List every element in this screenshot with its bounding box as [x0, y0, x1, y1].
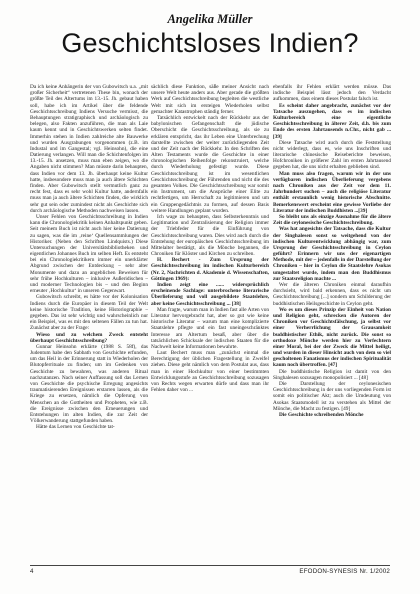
- paragraph: Gubowitsch schreibt, es hätte vor der Kolonisation Indiens durch die Europäer in diesem Teil der Welt keine historische Tradition, keine Historiographie – gegeben. Das ist sehr wichtig und wahrscheinlich nur ein Beispiel, was es mit den seltenen Fällen zu tun hat. Zunächst aber zu der Frage:: [30, 294, 148, 332]
- text-column-1: [30, 84, 148, 567]
- paragraph: Wer die älteren Chroniken einmal daraufhin durchsieht, wird bald erkennen, dass es nicht um Geschichtsschreibung [...] sondern um Schilderung der buddhistischen Heilsgeschichte in Ceylon geht.: [273, 282, 391, 307]
- paragraph: So bleibt uns als einzige Ausnahme für die ältere Zeit die ceylonesische Geschichtsschreibung.: [273, 213, 391, 227]
- article-title: Geschichtsloses Indien?: [61, 28, 359, 58]
- paragraph: Tatsächlich entwickelt nach der Rückkehr aus der babylonischen Gefangenschaft die jüdische Oberschicht die Geschichtsschreibung, als sie zu erklären entspricht, das ihr Leben eine Unterbrechung darstellte zwischen der weiter zurückliegenden Zeit und der Zeit nach der Rückkehr. In den Schriften des Alten Testaments wurde die Geschichte in einer chronologischen Reihenfolge rekonstruiert, welche durch Wiederholung gefestigt wurde. Diese Geschichtsschreibung ist im wesentlichen Geschichtsschreibung der Führenden und nicht die des gesamten Volkes. Die Geschichtsschreibung war somit ein Instrument, um die Ansprüche einer Elite zu rechtfertigen, um Herrschaft zu legitimieren und um ein Gruppengedächtnis zu formen, auf dessen Basis weitere Handlungen geplant wurden.: [151, 114, 269, 214]
- paragraph: Die Geschichte schreibenden Mönche: [279, 411, 364, 418]
- paragraph: Wo es um dieses Prinzip der Einheit von Nation und Religion geht, schrecken die Autoren der Chroniken vor Geschichtsfälschung, ja selbst vor einer Verherrlichung der Grausamkeit buddhistischer Ethik, nicht zurück. Die sonst so orthodoxe Mönche werden hier zu Verfechtern einer Moral, bei der der Zweck die Mittel heiligt, und wurden in dieser Hinsicht auch von dem so viel gescholtenen Fanatismus der indischen Spiritualität kaum noch übertroffen. [47]: [273, 306, 391, 369]
- paragraph: Die buddhistische Religion ist damit von den Singhalesen sozusagen monopolisiert ... [48]: [273, 368, 391, 381]
- paragraph: Hätte das Lernen von Geschichte tat-: [36, 424, 115, 431]
- footer-rule: [30, 565, 390, 566]
- paragraph: sächlich diese Funktion, säße meiner Ansicht nach unsere Welt heute anders aus. Aber gerade die größten Werk auf Geschichtsschreibung begleiten die westliche Welt mit sich im ersteigen Wiederholen selbst gemachter Katastrophen ständig ferner.: [151, 84, 269, 115]
- paragraph: Man fragte, warum man in Indien fast alle Arten von Literatur hervorgebracht hat, aber so gut wie keine historische Literatur – warum man eine komplizierte Staatslehre pflegte und ein fast uneingeschränktes Interesse am Altertum besaß, aber über die tatsächlichen Schicksale der indischen Staaten für die Nachwelt keine Informationen bewahrte.: [151, 306, 269, 350]
- page-number: 4: [30, 568, 34, 575]
- article-author: Angelika Müller: [167, 12, 253, 26]
- paragraph: H. Bechert - Zum Ursprung der Geschichtsschreibung im indischen Kulturbereich (Nr. 2, Nachrichten d. Akademie d. Wissenschaften, Göttingen 1969):: [151, 257, 269, 282]
- paragraph: Gunnar Heinsohn erklärte (1988 S. 58f), das Judentum habe den Sabbath von Geschichte erfunden, um das Heil in der Erinnerung statt in Wiederholen der Blutopferrituale zu finden; um im Gedenken von Geschichte zu bewahren, was anderen Ritual nachzutanzen. Nach seiner Auffassung soll das Lernen von Geschichte die psychische Erregung angesichts traumatisierenden Ereignissen erstarren lassen, als die Kriege zu ersetzen, nämlich die Opferung von Menschen an die Gottheiten und Propheten, wie z.B. die Ereignisse zwischen den Erneuerungen und Entstehungen im alten Indien, die zur Zeit der Völkerwanderung stattgefunden haben.: [30, 343, 148, 425]
- paragraph: ebenfalls ihr Fehlen erklärt werden müsse. Das indische Beispiel lässt jedoch den Verdacht aufkommen, dass einem dieses Postulat falsch ist.: [273, 84, 391, 103]
- paragraph: Diese Tatsache wird auch durch die Feststellung nicht widerlegt, dass es, wie uns Inschriften und literarische chinesische Reiseberichte beweisen, Hofchroniken in größerer Zahl im ersten Jahrtausend gegeben hat, die uns nicht erhalten geblieben sind.: [273, 139, 391, 171]
- paragraph: Ich wage zu behaupten, dass Selbsterkenntnis und Legitimation und Zentralisierung der Religion immer der Triebfeder für die Einführung von Geschichtsschreibung waren. Dies wird auch durch die Entstehung der europäischen Geschichtsschreibung im Mittelalter bestätigt, als die Mönche begannen, die Chroniken für Klöster und Kirchen zu schreiben.: [151, 213, 269, 258]
- paragraph: Man muss also fragen, warum wir in der uns verfügbaren indischen Überlieferung vergebens nach Chroniken aus der Zeit vor dem 11. Jahrhundert suchen – auch die religiöse Literatur enthält erstaunlich wenig historische Abschnitte. Bemerkenswert erscheint eine gewisse Vorliebe der Literatur der indischen Buddhisten ...[39]: [273, 170, 391, 214]
- text-column-3: [273, 84, 391, 567]
- paragraph: Unser Fehlen von Geschichtsschreibung in Indien kann die Chronologiekritik keinen Anhaltspunkt geben. Seit meinem Buch ist nicht auch hier keine Datierung zu sagen, was die im ‚reine‘ Quellensammlungen der Historiker. (Neben den Schriften Lindquists.) Diese Untersuchungen der Universitätsbibliotheken und eigentlichen Johannes Buch im selben Heft. Es entsteht bei ein Chronologiekritikern immer ein unerklärter Abgrund zwischen der Entdeckung – sehr alter Monumente und dazu an angeblichen Beweisen für sehr frühe Hochkulturen – inklusive Außeridischen – und moderner Technologien bis – und den Beginn erneuter ‚Hochkultur‘ in unseren Gegenwart.: [30, 213, 148, 295]
- paragraph: Da ich keine Anhängerin der von Gubowitsch u.a. „mit großer Sicherheit“ vertretenen These bin, wonach der größte Teil des Altertums im 13.-15. Jh. gebaut haben soll, habe ich im Artikel über die feldende Geschichtsschreibung Indiens Versuche vermisst, die Behauptungen stratigraphisch und archäologisch zu belegen, also Fakten anzuführen, die man als Laie kaum kennt und in Geschichtswerken selten findet. Immerhin stehen in Indien zahlreiche alte Bauwerke und wurden Ausgrabungen vorgenommen (z.B. im Industal und im Gangestal; vgl. Heinsohn), die eine Datierung verlangen. Will man die Schichtenfolgen im 13.-15. Jh. ansetzen, muss man eben zeigen, wo die Angaben nicht stimmen? Man müsste darin behaupten, dass Indien vor dem 13. Jh. überhaupt keine Kultur hatte, insbesondere muss man ja auch ältere Schichten finden. Aber Gubowitsch stellt vermutlich ganz zu recht fest, dass es sehr wohl Kultur hatte, andernfalls muss man ja auch ältere Schichten finden, die wirklich sehr gut sein oder zumindest nicht als Geschichte sich durch archäologische Methoden nachweisen lassen.: [30, 84, 148, 214]
- paragraph: Laut Bechert muss man „zunächst einmal die Berechtigung der üblichen Fragestellung in Zweifel ziehen. Diese geht nämlich von dem Postulat aus, dass man in einer Hochkultur von einer bestimmten Entwicklungsstufe an Geschichtsschreibung sozusagen von Rechts wegen erwarten dürfe und dass man ihr Fehlen daher von ...: [151, 350, 269, 394]
- journal-name: EFODON-SYNESIS Nr. 1/2002: [299, 568, 390, 575]
- paragraph: Wieso und zu welchem Zweck entsteht überhaupt Geschichtsschreibung?: [30, 331, 148, 344]
- paragraph: Es scheint daher angebracht, zunächst vor der Tatsache auszugehen, dass es im indischen Kulturbereich eine eigentliche Geschichtsschreibung in älterer Zeit, d.h. bis zum Ende des ersten Jahrtausends n.Chr., nicht gab ...[39]: [273, 102, 391, 140]
- paragraph: Indien zeigt eine ...... widersprüchlich erscheinende Sachlage: unterbrochene literarische Überlieferung und voll ausgebildete Staatslehre, aber keine Geschichtsschreibung ... [38]: [151, 282, 269, 307]
- paragraph: Die Darstellung der ceylonesischen Geschichtsschreibung in der uns vorliegenden Form ist somit ein politischer Akt; auch die Umdeutung von Asokas Staatsmodell ist zu verstehen als Mittel der Mönche, die Macht zu festigen. [49]: [273, 381, 391, 412]
- text-column-2: [151, 84, 269, 567]
- paragraph: Was hat angesichts der Tatsache, dass die Kultur der Singhalesen sonst so weitgehend von der indischen Kulturentwicklung abhängig war, zum Ursprung der Geschichtsschreibung in Ceylon geführt? Erinnern wir uns der eigenartigen Methode, mit der – jedenfalls in der Darstellung der Chroniken – hier in Ceylon die Staatslehre Asokas umgestaltet wurde, indem man den Buddhismus zur Staatsreligion machte ...: [273, 226, 391, 282]
